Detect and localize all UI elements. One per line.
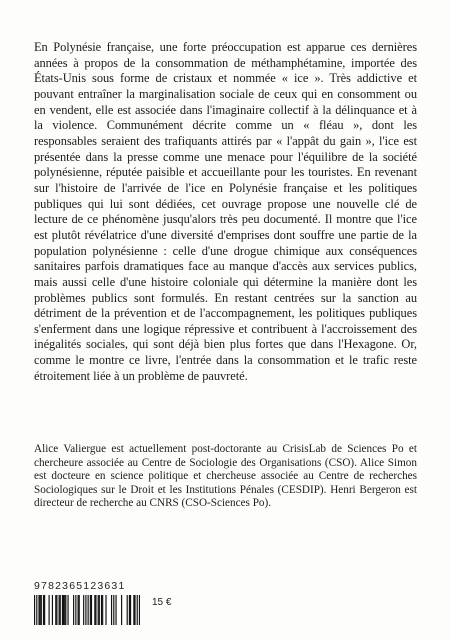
barcode-bar [88, 595, 89, 625]
barcode-bar [79, 595, 80, 625]
barcode-bar [73, 595, 74, 625]
barcode-bar [134, 595, 135, 625]
barcode-bar [38, 595, 39, 625]
barcode-bar [133, 595, 134, 625]
blurb-text: En Polynésie française, une forte préoccupation est apparue ces dernières années à propos de la consommation de méthamphétamine, importée des États-Unis sous forme de cristaux et nommée « ice ». Très addictive et pouvant entraîner la marginalisation sociale de ceux qui en consomment ou en vendent, elle est associée dans l'imaginaire collectif à la délinquance et à la violence. Communément décrite comme un « fléau », dont les responsables seraient des trafiquants attirés par « l'appât du gain », l'ice est présentée dans la presse comme une menace pour l'équilibre de la société polynésienne, réputée paisible et accueillante pour les touristes. En revenant sur l'histoire de l'arrivée de l'ice en Polynésie française et les politiques publiques qui lui sont dédiées, cet ouvrage propose une nouvelle clé de lecture de ce phénomène jusqu'alors très peu documenté. Il montre que l'ice est plutôt révélatrice d'une diversité d'emprises dont souffre une partie de la population polynésienne : celle d'une drogue chimique aux conséquences sanitaires parfois dramatiques face au manque d'accès aux services publics, mais aussi celle d'une histoire coloniale qui détermine la manière dont les problèmes publics sont formulés. En restant centrées sur la sanction au détriment de la prévention et de l'accompagnement, les politiques publiques s'enferment dans une logique répressive et contribuent à l'accroissement des inégalités sociales, qui sont déjà bien plus fortes que dans l'Hexagone. Or, comme le montre ce livre, l'entrée dans la consommation et le trafic reste étroitement liée à un problème de pauvreté. [34, 40, 417, 383]
barcode-bar [64, 595, 65, 625]
barcode-bar [130, 595, 131, 625]
barcode-bar [65, 595, 66, 625]
barcode-bar [90, 595, 91, 625]
barcode-bar [98, 595, 99, 625]
barcode-bar [94, 595, 95, 625]
barcode-bar [62, 595, 63, 625]
barcode-bar [95, 595, 96, 625]
barcode-bar [91, 595, 92, 625]
barcode [34, 595, 140, 625]
barcode-bar [34, 595, 35, 625]
barcode-bar [102, 595, 103, 625]
barcode-bar [85, 595, 86, 625]
barcode-bar [105, 595, 106, 625]
barcode-bar [49, 595, 50, 625]
authors-bio: Alice Valiergue est actuellement post-doctorante au CrisisLab de Sciences Po et chercheure associée au Centre de Sociologie des Organisations (CSO). Alice Simon est docteure en science politique et chercheuse associée au Centre de recherches Sociologiques sur le Droit et les Institutions Pénales (CESDIP). Henri Bergeron est directeur de recherche au CNRS (CSO-Sciences Po). [34, 443, 417, 509]
barcode-bar [56, 595, 57, 625]
barcode-bar [67, 595, 68, 625]
barcode-bar [99, 595, 100, 625]
barcode-bar [111, 595, 112, 625]
barcode-bar [52, 595, 53, 625]
barcode-bar [129, 595, 130, 625]
barcode-bar [78, 595, 79, 625]
barcode-bar [101, 595, 102, 625]
barcode-bar [63, 595, 64, 625]
barcode-bar [121, 595, 122, 625]
barcode-bar [115, 595, 116, 625]
barcode-bar [59, 595, 60, 625]
isbn-number: 9782365123631 [34, 580, 126, 592]
barcode-bar [113, 595, 114, 625]
barcode-bar [41, 595, 42, 625]
barcode-bar [60, 595, 61, 625]
barcode-bar [36, 595, 37, 625]
barcode-bar [83, 595, 84, 625]
barcode-bar [127, 595, 128, 625]
barcode-bar [43, 595, 44, 625]
barcode-bar [139, 595, 140, 625]
barcode-bar [40, 595, 41, 625]
barcode-bar [44, 595, 45, 625]
barcode-bar [55, 595, 56, 625]
barcode-bar [137, 595, 138, 625]
barcode-bar [75, 595, 76, 625]
price-label: 15 € [152, 597, 172, 608]
